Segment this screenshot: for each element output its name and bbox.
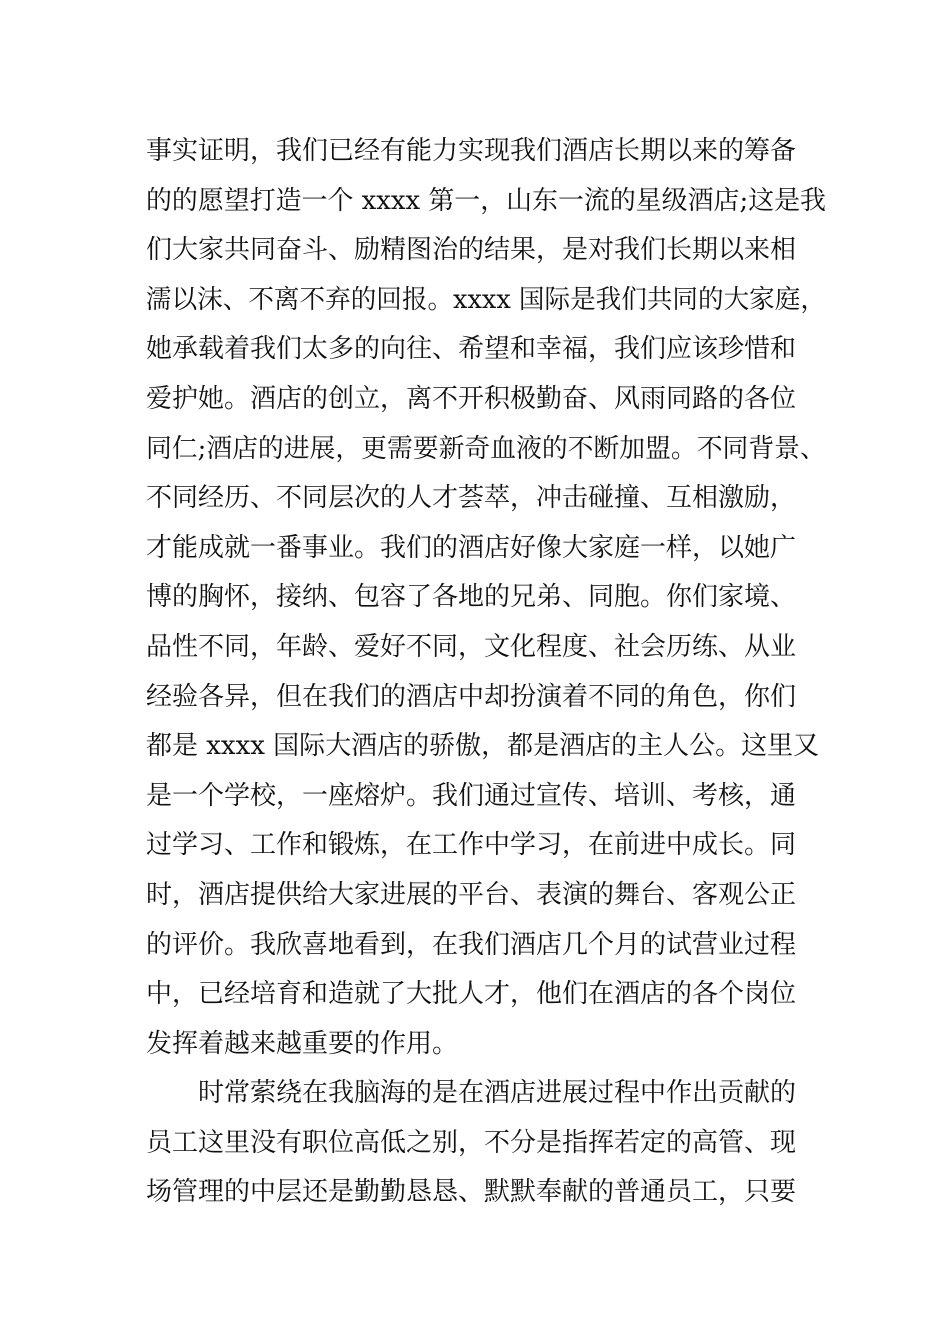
text-line: 博的胸怀，接纳、包容了各地的兄弟、同胞。你们家境、 [146,582,797,613]
text-line: 都是 xxxx 国际大酒店的骄傲，都是酒店的主人公。这里又 [146,731,820,762]
text-line: 们大家共同奋斗、励精图治的结果，是对我们长期以来相 [146,235,797,266]
text-line: 的的愿望打造一个 xxxx 第一，山东一流的星级酒店;这是我 [146,185,826,216]
body-text [146,127,826,1218]
text-line: 经验各异，但在我们的酒店中却扮演着不同的角色，你们 [146,681,797,712]
text-line: 时常萦绕在我脑海的是在酒店进展过程中作出贡献的 [198,1078,797,1109]
text-line: 的评价。我欣喜地看到，在我们酒店几个月的试营业过程 [146,929,797,960]
paragraph-2 [146,1069,826,1218]
text-line: 事实证明，我们已经有能力实现我们酒店长期以来的筹备 [146,136,797,166]
text-line: 发挥着越来越重要的作用。 [146,1028,459,1059]
text-line: 同仁;酒店的进展，更需要新奇血液的不断加盟。不同背景、 [146,433,826,464]
text-line: 品性不同，年龄、爱好不同，文化程度、社会历练、从业 [146,631,797,662]
text-line: 她承载着我们太多的向往、希望和幸福，我们应该珍惜和 [146,334,797,365]
text-line: 中，已经培育和造就了大批人才，他们在酒店的各个岗位 [146,979,797,1010]
text-line: 爱护她。酒店的创立，离不开积极勤奋、风雨同路的各位 [146,383,797,414]
text-line: 才能成就一番事业。我们的酒店好像大家庭一样，以她广 [146,532,797,563]
paragraph-1 [146,127,826,1069]
text-line: 时，酒店提供给大家进展的平台、表演的舞台、客观公正 [146,879,797,910]
text-line: 员工这里没有职位高低之别，不分是指挥若定的高管、现 [146,1127,797,1158]
text-line: 场管理的中层还是勤勤恳恳、默默奉献的普通员工，只要 [146,1177,797,1208]
text-line: 濡以沫、不离不弃的回报。xxxx 国际是我们共同的大家庭， [146,284,826,315]
text-line: 是一个学校，一座熔炉。我们通过宣传、培训、考核，通 [146,780,797,811]
text-line: 不同经历、不同层次的人才荟萃，冲击碰撞、互相激励， [146,483,797,514]
text-line: 过学习、工作和锻炼，在工作中学习，在前进中成长。同 [146,830,797,861]
